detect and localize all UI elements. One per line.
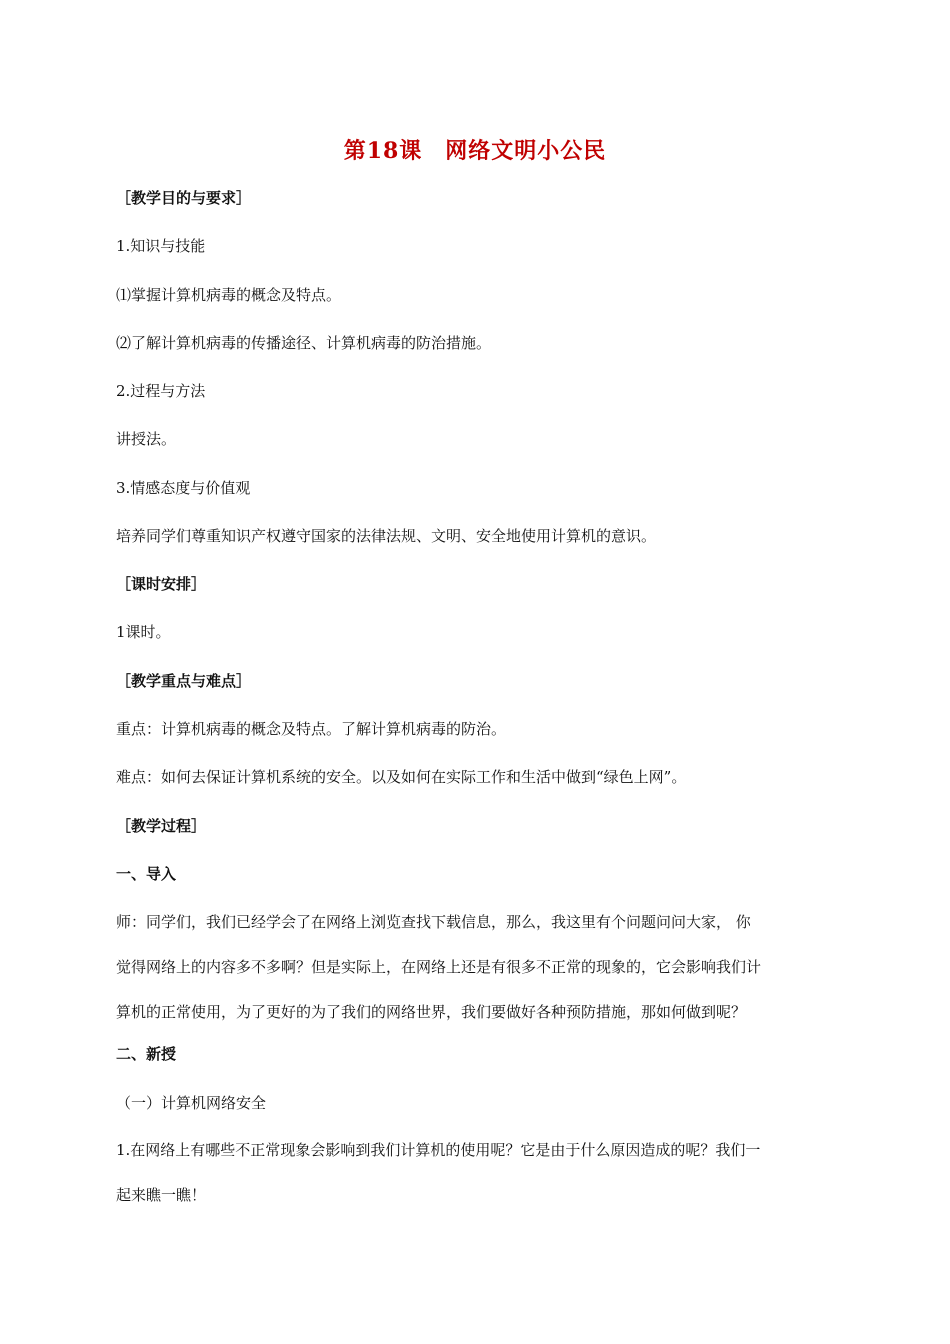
difficult-point-text: 难点：如何去保证计算机系统的安全。以及如何在实际工作和生活中做到“绿色上网”。	[116, 768, 687, 786]
question1-paragraph	[116, 1128, 838, 1218]
goals-heading: ［教学目的与要求］	[116, 189, 252, 207]
key-point-text: 重点：计算机病毒的概念及特点。了解计算机病毒的防治。	[116, 720, 507, 738]
goal3-heading: 3.情感态度与价值观	[116, 479, 251, 497]
question1-line-1: 1.在网络上有哪些不正常现象会影响到我们计算机的使用呢？它是由于什么原因造成的呢？我们一	[116, 1141, 761, 1159]
subsection-1: （一）计算机网络安全	[116, 1094, 267, 1112]
schedule-heading: ［课时安排］	[116, 575, 207, 593]
intro-line-1: 师：同学们，我们已经学会了在网络上浏览查找下载信息，那么，我这里有个问题问问大家， 你	[116, 913, 751, 931]
intro-line-2: 觉得网络上的内容多不多啊？但是实际上，在网络上还是有很多不正常的现象的，它会影响我们计	[116, 958, 762, 976]
intro-heading: 一、导入	[116, 865, 177, 883]
intro-paragraph	[116, 900, 838, 1035]
goal1-item-b: ⑵了解计算机病毒的传播途径、计算机病毒的防治措施。	[116, 334, 492, 352]
goal1-heading: 1.知识与技能	[116, 237, 206, 255]
goal2-heading: 2.过程与方法	[116, 382, 206, 400]
key-heading: ［教学重点与难点］	[116, 672, 252, 690]
schedule-text: 1课时。	[116, 623, 171, 641]
lesson-title: 第18课 网络文明小公民	[343, 138, 607, 164]
intro-line-3: 算机的正常使用，为了更好的为了我们的网络世界，我们要做好各种预防措施，那如何做到呢？	[116, 1003, 747, 1021]
goal1-item-a: ⑴掌握计算机病毒的概念及特点。	[116, 286, 342, 304]
goal2-item-a: 讲授法。	[116, 430, 177, 448]
new-heading: 二、新授	[116, 1045, 177, 1063]
process-heading: ［教学过程］	[116, 817, 207, 835]
goal3-item-a: 培养同学们尊重知识产权遵守国家的法律法规、文明、安全地使用计算机的意识。	[116, 527, 657, 545]
question1-line-2: 起来瞧一瞧！	[116, 1186, 207, 1204]
